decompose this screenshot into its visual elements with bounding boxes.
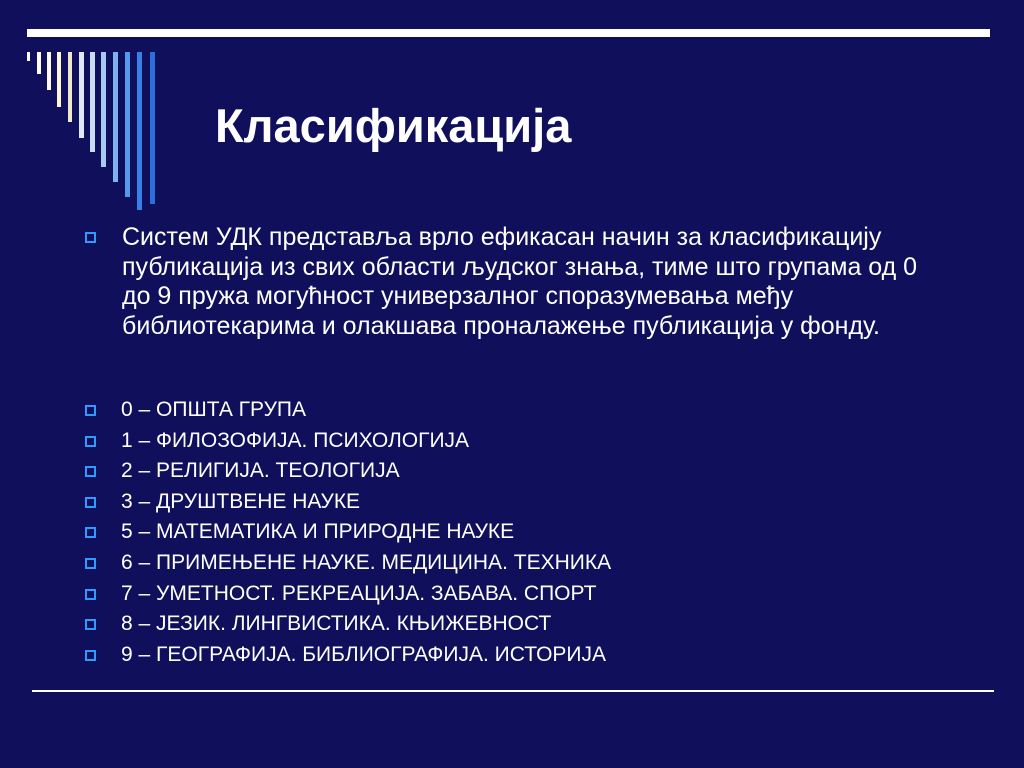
hollow-square-bullet-icon xyxy=(85,589,96,600)
list-item-text: 1 – ФИЛОЗОФИЈА. ПСИХОЛОГИЈА xyxy=(121,428,470,452)
list-item xyxy=(0,640,1024,671)
list-item xyxy=(0,609,1024,640)
bottom-rule xyxy=(32,690,994,692)
hollow-square-bullet-icon xyxy=(85,405,96,416)
hollow-square-bullet-icon xyxy=(85,650,96,661)
list-item-text: 3 – ДРУШТВЕНЕ НАУКЕ xyxy=(121,489,361,513)
list-item-text: 0 – ОПШТА ГРУПА xyxy=(121,398,307,421)
list-item-text: 7 – УМЕТНОСТ. РЕКРЕАЦИЈА. ЗАБАВА. СПОРТ xyxy=(121,581,597,605)
list-item xyxy=(0,426,1024,457)
list-item xyxy=(0,395,1024,426)
list-item xyxy=(0,517,1024,548)
hollow-square-bullet-icon xyxy=(85,466,96,477)
hollow-square-bullet-icon xyxy=(85,527,96,538)
list-item xyxy=(0,548,1024,579)
list-item xyxy=(0,487,1024,518)
list-item-text: 8 – ЈЕЗИК. ЛИНГВИСТИКА. КЊИЖЕВНОСТ xyxy=(121,612,552,636)
hollow-square-bullet-icon xyxy=(85,558,96,569)
hollow-square-bullet-icon xyxy=(85,619,96,630)
list-item-text: 2 – РЕЛИГИЈА. ТЕОЛОГИЈА xyxy=(121,459,400,483)
slide-title: Класификација xyxy=(215,99,572,152)
list-item xyxy=(0,456,1024,487)
paragraph-bullet-icon xyxy=(85,232,96,243)
hollow-square-bullet-icon xyxy=(85,497,96,508)
intro-paragraph: Систем УДК представља врло ефикасан начин за класификацију публикација из свих области људског знања, тиме што групама од 0 до 9 пружа могућност универзалног споразумевања међу библиотекарима и олакшава проналажење публикација у фонду. xyxy=(122,223,918,340)
classification-list xyxy=(0,395,1024,670)
list-item-text: 9 – ГЕОГРАФИЈА. БИБЛИОГРАФИЈА. ИСТОРИЈА xyxy=(121,642,607,666)
list-item xyxy=(0,579,1024,610)
hollow-square-bullet-icon xyxy=(85,436,96,447)
decorative-stripes xyxy=(0,0,180,210)
list-item-text: 6 – ПРИМЕЊЕНЕ НАУКЕ. МЕДИЦИНА. ТЕХНИКА xyxy=(121,550,612,574)
list-item-text: 5 – МАТЕМАТИКА И ПРИРОДНЕ НАУКЕ xyxy=(121,520,515,544)
